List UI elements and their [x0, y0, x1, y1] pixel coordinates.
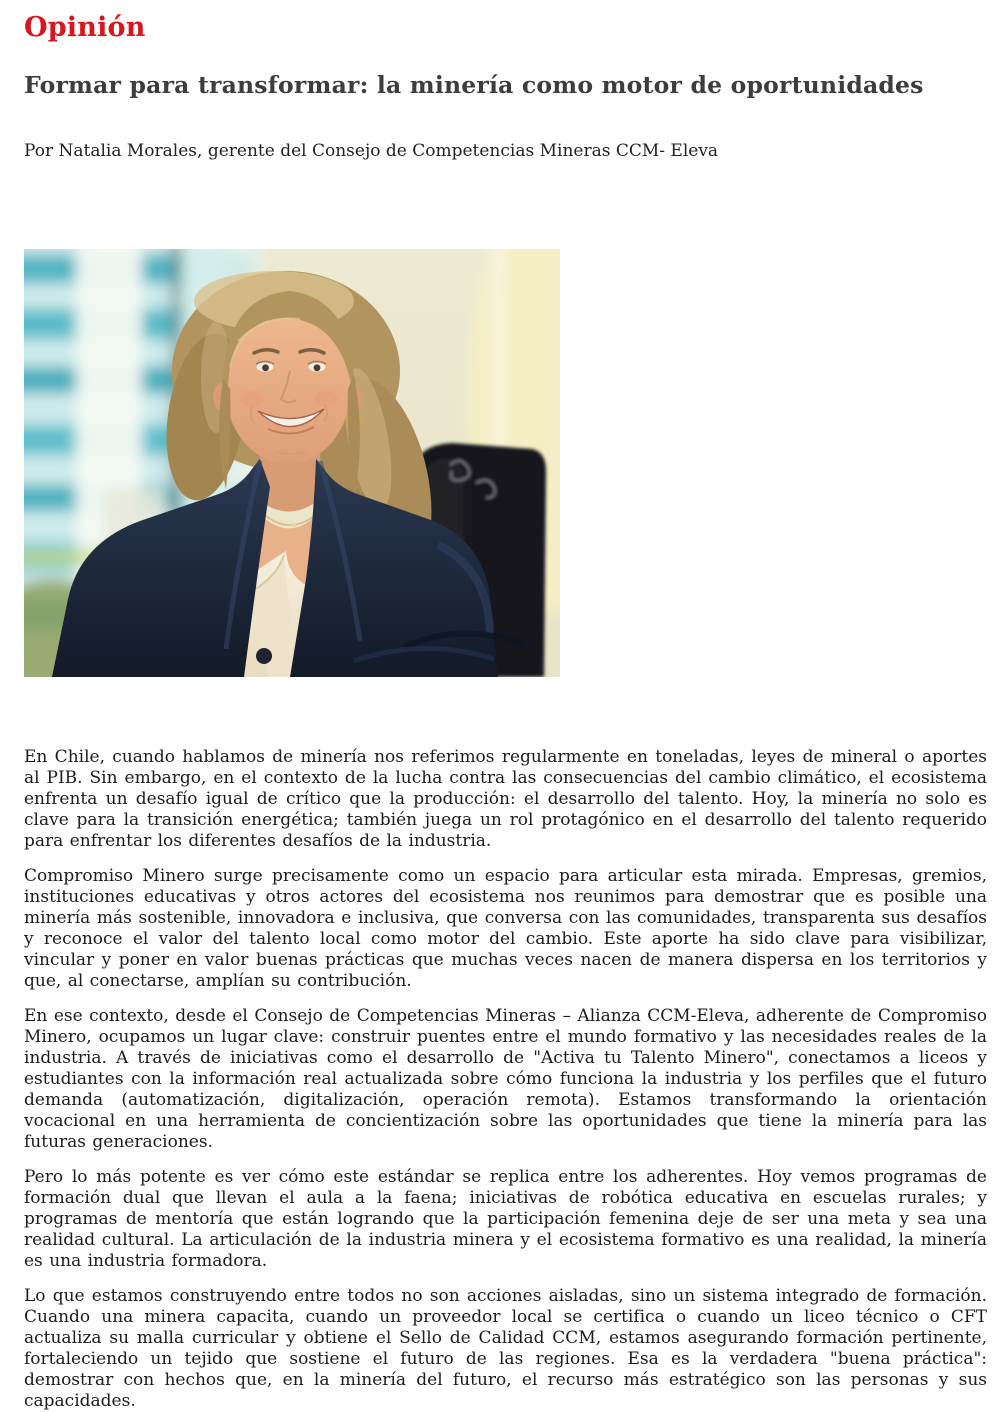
paragraph-1: En Chile, cuando hablamos de minería nos referimos regularmente en toneladas, leyes de mineral o aportes al PIB. Sin embargo, en el contexto de la lucha contra las consecuencias del cambio climático, el ecosistema enfrenta un desafío igual de crítico que la producción: el desarrollo del talento. Hoy, la minería no solo es clave para la transición energética; también juega un rol protagónico en el desarrollo del talento requerido para enfrentar los diferentes desafíos de la industria.: [24, 746, 987, 851]
author-portrait-illustration: [24, 249, 560, 677]
paragraph-5: Lo que estamos construyendo entre todos no son acciones aisladas, sino un sistema integrado de formación. Cuando una minera capacita, cuando un proveedor local se certifica o cuando un liceo técnico o CFT actualiza su malla curricular y obtiene el Sello de Calidad CCM, estamos asegurando formación pertinente, fortaleciendo un tejido que sostiene el futuro de las regiones. Esa es la verdadera "buena práctica": demostrar con hechos que, en la minería del futuro, el recurso más estratégico son las personas y sus capacidades.: [24, 1285, 987, 1411]
blouse-button: [256, 648, 272, 664]
paragraph-3: En ese contexto, desde el Consejo de Competencias Mineras – Alianza CCM-Eleva, adherente de Compromiso Minero, ocupamos un lugar clave: construir puentes entre el mundo formativo y las necesidades reales de la industria. A través de iniciativas como el desarrollo de "Activa tu Talento Minero", conectamos a liceos y estudiantes con la información real actualizada sobre cómo funciona la industria y los perfiles que el futuro demanda (automatización, digitalización, operación remota). Estamos transformando la orientación vocacional en una herramienta de concientización sobre las oportunidades que tiene la minería para las futuras generaciones.: [24, 1005, 987, 1152]
author-portrait-photo: [24, 249, 560, 677]
article-body: [24, 747, 987, 1412]
section-label-opinion[interactable]: Opinión: [24, 12, 146, 43]
article-title: Formar para transformar: la minería como motor de oportunidades: [24, 71, 924, 100]
paragraph-2: Compromiso Minero surge precisamente como un espacio para articular esta mirada. Empresas, gremios, instituciones educativas y otros actores del ecosistema nos reunimos para demostrar que es posible una minería más sostenible, innovadora e inclusiva, que conversa con las comunidades, transparenta sus desafíos y reconoce el valor del talento local como motor del cambio. Este aporte ha sido clave para visibilizar, vincular y poner en valor buenas prácticas que muchas veces nacen de manera dispersa en los territorios y que, al conectarse, amplían su contribución.: [24, 865, 987, 991]
paragraph-4: Pero lo más potente es ver cómo este estándar se replica entre los adherentes. Hoy vemos programas de formación dual que llevan el aula a la faena; iniciativas de robótica educativa en escuelas rurales; y programas de mentoría que están logrando que la participación femenina deje de ser una meta y sea una realidad cultural. La articulación de la industria minera y el ecosistema formativo es una realidad, la minería es una industria formadora.: [24, 1166, 987, 1271]
article-byline: Por Natalia Morales, gerente del Consejo de Competencias Mineras CCM- Eleva: [24, 140, 719, 161]
